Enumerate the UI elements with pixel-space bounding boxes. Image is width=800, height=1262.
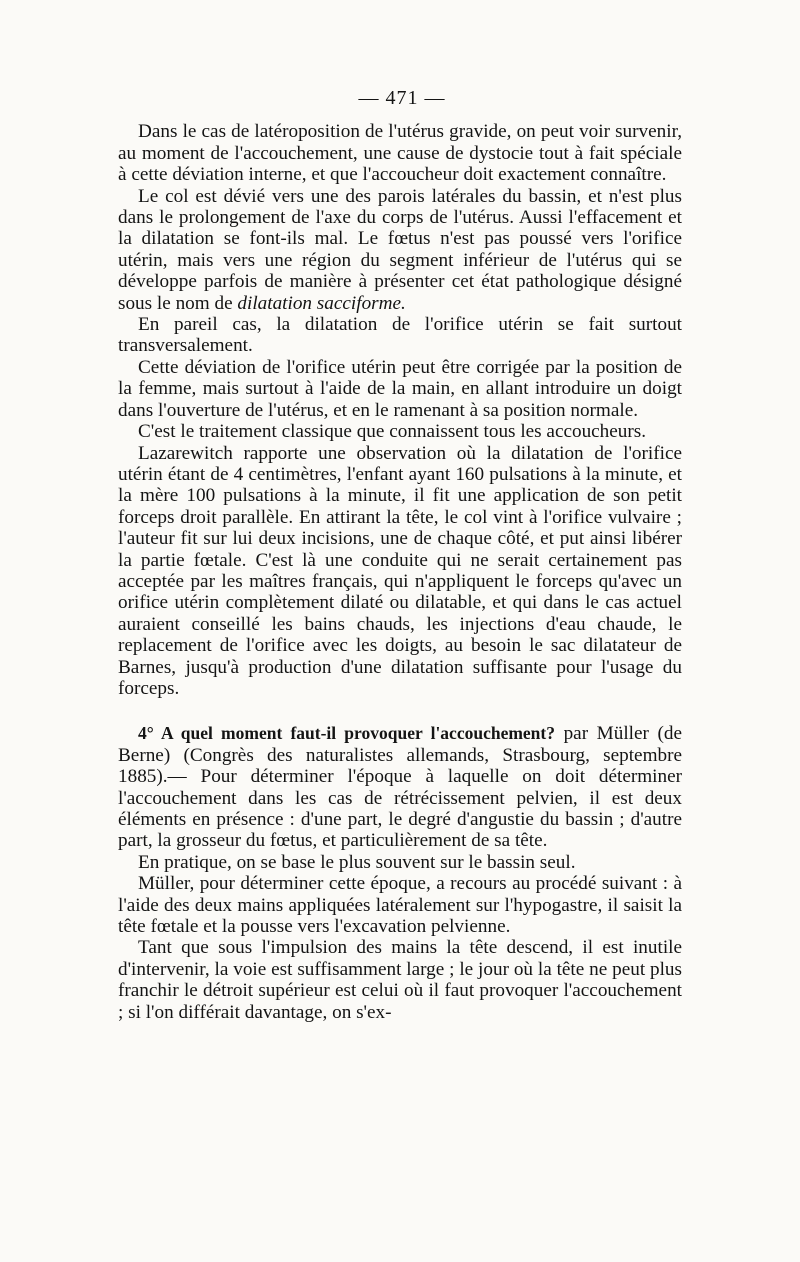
- paragraph-text: Müller, pour déterminer cette époque, a recours au procédé suivant : à l'aide des deux mains appliquées latéralement sur l'hypogastre, il saisit la tête fœtale et la pousse vers l'excavation pelvienne.: [118, 873, 682, 938]
- paragraph-col-devie: [118, 186, 682, 314]
- paragraph-en-pratique: [118, 852, 682, 873]
- paragraph-text: Dans le cas de latéroposition de l'utérus gravide, on peut voir survenir, au moment de l'accouchement, une cause de dystocie tout à fait spéciale à cette déviation interne, et que l'accoucheur doit exactement connaître.: [118, 121, 682, 186]
- paragraph-text: C'est le traitement classique que connaissent tous les accoucheurs.: [138, 421, 647, 443]
- section-gap: [118, 699, 682, 723]
- paragraph-muller-procede: [118, 873, 682, 937]
- paragraph-text: En pratique, on se base le plus souvent sur le bassin seul.: [138, 851, 576, 873]
- paragraph-text: par Müller (de Berne) (Congrès des naturalistes allemands, Strasbourg, septembre 1885).— Pour déterminer l'époque à laquelle on doit déterminer l'accouchement dans les cas de rétrécissement pelvien, il est deux éléments en présence : d'une part, le degré d'angustie du bassin ; d'autre part, la grosseur du fœtus, et particulièrement de sa tête.: [118, 723, 682, 852]
- paragraph-section-4-heading: [118, 723, 682, 851]
- paragraph-tant-que: [118, 937, 682, 1023]
- paragraph-deviation-corrigee: [118, 357, 682, 421]
- italic-term-dilatation-sacciforme: dilatation sacciforme.: [237, 292, 406, 314]
- paragraph-en-pareil-cas: [118, 314, 682, 357]
- paragraph-lateroposition: [118, 121, 682, 185]
- paragraph-text: En pareil cas, la dilatation de l'orifice utérin se fait surtout transversalement.: [118, 314, 682, 357]
- page-number: — 471 —: [358, 87, 446, 109]
- paragraph-text: Tant que sous l'impulsion des mains la tête descend, il est inutile d'intervenir, la voie est suffisamment large ; le jour où la tête ne peut plus franchir le détroit supérieur est celui où il faut provoquer l'accouchement ; si l'on différait davantage, on s'ex-: [118, 937, 682, 1023]
- section-heading: 4° A quel moment faut-il provoquer l'accouchement?: [138, 723, 555, 744]
- paragraph-traitement-classique: [118, 421, 682, 442]
- paragraph-text: Le col est dévié vers une des parois latérales du bassin, et n'est plus dans le prolongement de l'axe du corps de l'utérus. Aussi l'effacement et la dilatation se font-ils mal. Le fœtus n'est pas poussé vers l'orifice utérin, mais vers une région du segment inférieur de l'utérus qui se développe parfois de manière à présenter cet état pathologique désigné sous le nom de: [118, 185, 682, 314]
- paragraph-text: Lazarewitch rapporte une observation où la dilatation de l'orifice utérin étant de 4 centimètres, l'enfant ayant 160 pulsations à la minute, et la mère 100 pulsations à la minute, il fit une application de son petit forceps droit parallèle. En attirant la tête, le col vint à l'orifice vulvaire ; l'auteur fit sur lui deux incisions, une de chaque côté, et put ainsi libérer la partie fœtale. C'est là une conduite qui ne serait certainement pas acceptée par les maîtres français, qui n'appliquent le forceps qu'avec un orifice utérin complètement dilaté ou dilatable, et qui dans le cas actuel auraient conseillé les bains chauds, les injections d'eau chaude, le replacement de l'orifice avec les doigts, au besoin le sac dilatateur de Barnes, jusqu'à production d'une dilatation suffisante pour l'usage du forceps.: [118, 442, 682, 699]
- paragraph-text: Cette déviation de l'orifice utérin peut être corrigée par la position de la femme, mais surtout à l'aide de la main, en allant introduire un doigt dans l'ouverture de l'utérus, et en le ramenant à sa position normale.: [118, 356, 682, 421]
- book-page: [118, 88, 682, 1023]
- paragraph-lazarewitch: [118, 443, 682, 700]
